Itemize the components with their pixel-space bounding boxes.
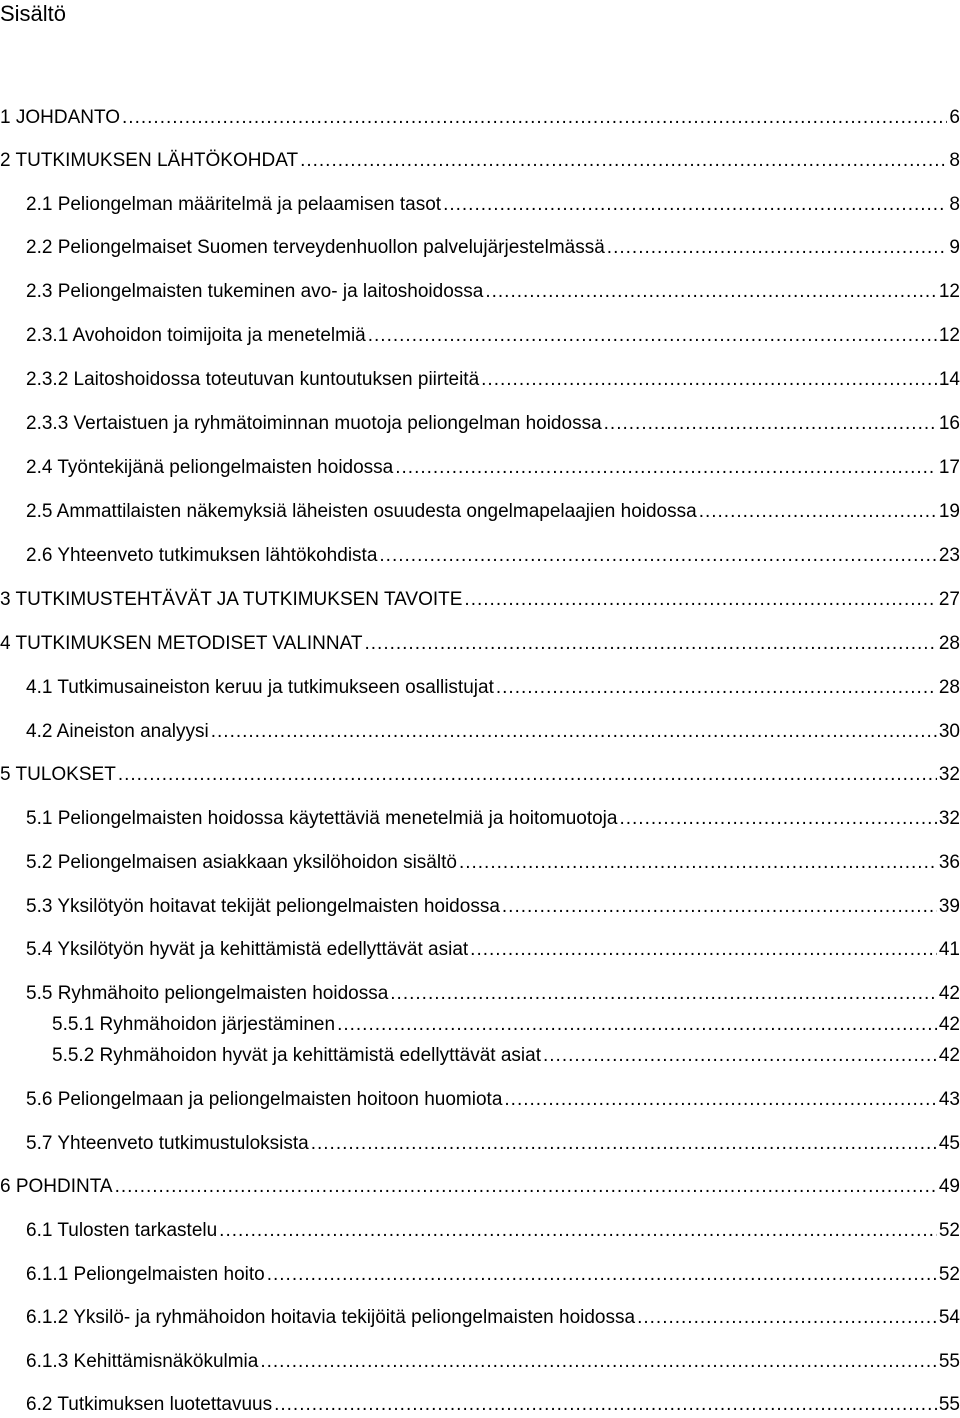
toc-entry[interactable] [26, 367, 960, 393]
toc-entry[interactable] [26, 192, 960, 218]
toc-dot-leader [122, 105, 947, 131]
toc-dot-leader [459, 850, 937, 876]
toc-entry-label: 6.1.3 Kehittämisnäkökulmia [26, 1351, 259, 1372]
toc-entry-label: 5.1 Peliongelmaisten hoidossa käytettäviä menetelmiä ja hoitomuotoja [26, 808, 618, 829]
toc-entry-page-number: 42 [938, 1045, 960, 1066]
toc-dot-leader [604, 411, 937, 437]
toc-entry-page-number: 27 [938, 589, 960, 610]
toc-entry-label: 6 POHDINTA [0, 1176, 113, 1197]
toc-entry-page-number: 8 [949, 150, 960, 171]
toc-dot-leader [219, 1218, 937, 1244]
toc-entry-label: 2.2 Peliongelmaiset Suomen terveydenhuollon palvelujärjestelmässä [26, 237, 605, 258]
toc-entry-page-number: 17 [938, 457, 960, 478]
toc-entry[interactable] [0, 148, 960, 174]
toc-entry-page-number: 19 [938, 501, 960, 522]
toc-entry-page-number: 43 [938, 1089, 960, 1110]
toc-entry-label: 5.2 Peliongelmaisen asiakkaan yksilöhoidon sisältö [26, 852, 457, 873]
toc-dot-leader [502, 894, 937, 920]
toc-entry-label: 5.7 Yhteenveto tutkimustuloksista [26, 1133, 309, 1154]
toc-entry[interactable] [26, 455, 960, 481]
toc-entry-label: 2.3.3 Vertaistuen ja ryhmätoiminnan muotoja peliongelman hoidossa [26, 413, 602, 434]
toc-entry[interactable] [26, 1131, 960, 1157]
toc-dot-leader [311, 1131, 937, 1157]
toc-entry[interactable] [0, 762, 960, 788]
toc-entry-page-number: 23 [938, 545, 960, 566]
toc-entry-page-number: 52 [938, 1264, 960, 1285]
toc-dot-leader [470, 937, 937, 963]
toc-entry[interactable] [26, 1305, 960, 1331]
toc-dot-leader [699, 499, 937, 525]
toc-entry-label: 3 TUTKIMUSTEHTÄVÄT JA TUTKIMUKSEN TAVOITE [0, 589, 463, 610]
toc-entry-page-number: 39 [938, 896, 960, 917]
toc-dot-leader [267, 1262, 937, 1288]
toc-entry-label: 2.3.2 Laitoshoidossa toteutuvan kuntoutuksen piirteitä [26, 369, 480, 390]
toc-entry-label: 5.5 Ryhmähoito peliongelmaisten hoidossa [26, 983, 389, 1004]
toc-entry-page-number: 52 [938, 1220, 960, 1241]
toc-entry-page-number: 55 [938, 1394, 960, 1415]
toc-entry[interactable] [26, 937, 960, 963]
toc-entry-page-number: 32 [938, 764, 960, 785]
page-title: Sisältö [0, 1, 67, 26]
toc-entry-label: 4.1 Tutkimusaineiston keruu ja tutkimukseen osallistujat [26, 677, 494, 698]
toc-entry-page-number: 32 [938, 808, 960, 829]
toc-dot-leader [118, 762, 937, 788]
toc-entry[interactable] [26, 1392, 960, 1418]
toc-entry[interactable] [0, 1174, 960, 1200]
toc-entry-page-number: 36 [938, 852, 960, 873]
toc-entry-label: 4 TUTKIMUKSEN METODISET VALINNAT [0, 633, 363, 654]
toc-dot-leader [543, 1043, 937, 1069]
toc-dot-leader [211, 719, 937, 745]
toc-entry-page-number: 8 [949, 194, 960, 215]
toc-dot-leader [504, 1087, 936, 1113]
toc-entry-label: 6.1.1 Peliongelmaisten hoito [26, 1264, 265, 1285]
toc-entry-label: 5.3 Yksilötyön hoitavat tekijät peliongelmaisten hoidossa [26, 896, 500, 917]
toc-entry-label: 6.1.2 Yksilö- ja ryhmähoidon hoitavia tekijöitä peliongelmaisten hoidossa [26, 1307, 636, 1328]
toc-entry[interactable] [26, 981, 960, 1007]
toc-entry-label: 5.6 Peliongelmaan ja peliongelmaisten hoitoon huomiota [26, 1089, 503, 1110]
toc-entry-page-number: 42 [938, 983, 960, 1004]
toc-entry-label: 1 JOHDANTO [0, 107, 121, 128]
toc-entry-page-number: 12 [938, 325, 960, 346]
toc-dot-leader [364, 631, 936, 657]
toc-entry[interactable] [0, 631, 960, 657]
toc-entry[interactable] [26, 806, 960, 832]
toc-entry-page-number: 28 [938, 677, 960, 698]
toc-dot-leader [300, 148, 947, 174]
toc-entry-label: 2.4 Työntekijänä peliongelmaisten hoidossa [26, 457, 394, 478]
toc-entry[interactable] [26, 1218, 960, 1244]
toc-dot-leader [368, 323, 937, 349]
toc-dot-leader [464, 587, 936, 613]
toc-entry-page-number: 49 [938, 1176, 960, 1197]
toc-entry-page-number: 54 [938, 1307, 960, 1328]
toc-entry[interactable] [26, 411, 960, 437]
toc-entry[interactable] [26, 894, 960, 920]
toc-entry-page-number: 41 [938, 939, 960, 960]
toc-entry[interactable] [26, 235, 960, 261]
toc-dot-leader [619, 806, 936, 832]
toc-entry[interactable] [26, 850, 960, 876]
toc-entry-page-number: 45 [938, 1133, 960, 1154]
toc-entry-label: 5 TULOKSET [0, 764, 116, 785]
toc-entry[interactable] [0, 587, 960, 613]
toc-entry-label: 2.1 Peliongelman määritelmä ja pelaamisen tasot [26, 194, 442, 215]
toc-dot-leader [443, 192, 947, 218]
toc-dot-leader [379, 543, 936, 569]
toc-dot-leader [496, 675, 937, 701]
toc-entry-label: 2.3 Peliongelmaisten tukeminen avo- ja laitoshoidossa [26, 281, 484, 302]
toc-entry[interactable] [52, 1012, 960, 1038]
toc-dot-leader [637, 1305, 937, 1331]
toc-entry-label: 2.5 Ammattilaisten näkemyksiä läheisten osuudesta ongelmapelaajien hoidossa [26, 501, 697, 522]
toc-entry-page-number: 12 [938, 281, 960, 302]
toc-entry-label: 2.6 Yhteenveto tutkimuksen lähtökohdista [26, 545, 378, 566]
toc-dot-leader [390, 981, 937, 1007]
toc-dot-leader [607, 235, 948, 261]
toc-entry-page-number: 6 [949, 107, 960, 128]
toc-entry[interactable] [52, 1043, 960, 1069]
toc-entry[interactable] [0, 105, 960, 131]
toc-entry[interactable] [26, 543, 960, 569]
toc-dot-leader [274, 1392, 937, 1418]
toc-dot-leader [395, 455, 937, 481]
toc-entry-label: 2 TUTKIMUKSEN LÄHTÖKOHDAT [0, 150, 299, 171]
toc-entry-page-number: 16 [938, 413, 960, 434]
toc-entry-label: 4.2 Aineiston analyysi [26, 721, 209, 742]
toc-dot-leader [481, 367, 937, 393]
toc-entry[interactable] [26, 675, 960, 701]
toc-entry-page-number: 55 [938, 1351, 960, 1372]
toc-entry[interactable] [26, 1087, 960, 1113]
toc-entry[interactable] [26, 499, 960, 525]
toc-entry[interactable] [26, 1349, 960, 1375]
toc-entry-label: 5.5.2 Ryhmähoidon hyvät ja kehittämistä edellyttävät asiat [52, 1045, 541, 1066]
toc-entry-page-number: 9 [949, 237, 960, 258]
toc-dot-leader [115, 1174, 937, 1200]
toc-entry-label: 2.3.1 Avohoidon toimijoita ja menetelmiä [26, 325, 366, 346]
toc-dot-leader [337, 1012, 937, 1038]
toc-entry-page-number: 42 [938, 1014, 960, 1035]
toc-entry-label: 6.1 Tulosten tarkastelu [26, 1220, 218, 1241]
toc-dot-leader [260, 1349, 937, 1375]
toc-entry[interactable] [26, 323, 960, 349]
toc-dot-leader [485, 279, 937, 305]
toc-entry-label: 6.2 Tutkimuksen luotettavuus [26, 1394, 273, 1415]
toc-entry-page-number: 14 [938, 369, 960, 390]
toc-entry-label: 5.4 Yksilötyön hyvät ja kehittämistä edellyttävät asiat [26, 939, 469, 960]
toc-entry-page-number: 30 [938, 721, 960, 742]
toc-entry-label: 5.5.1 Ryhmähoidon järjestäminen [52, 1014, 336, 1035]
toc-entry[interactable] [26, 279, 960, 305]
toc-entry[interactable] [26, 719, 960, 745]
toc-entry[interactable] [26, 1262, 960, 1288]
toc-entry-page-number: 28 [938, 633, 960, 654]
